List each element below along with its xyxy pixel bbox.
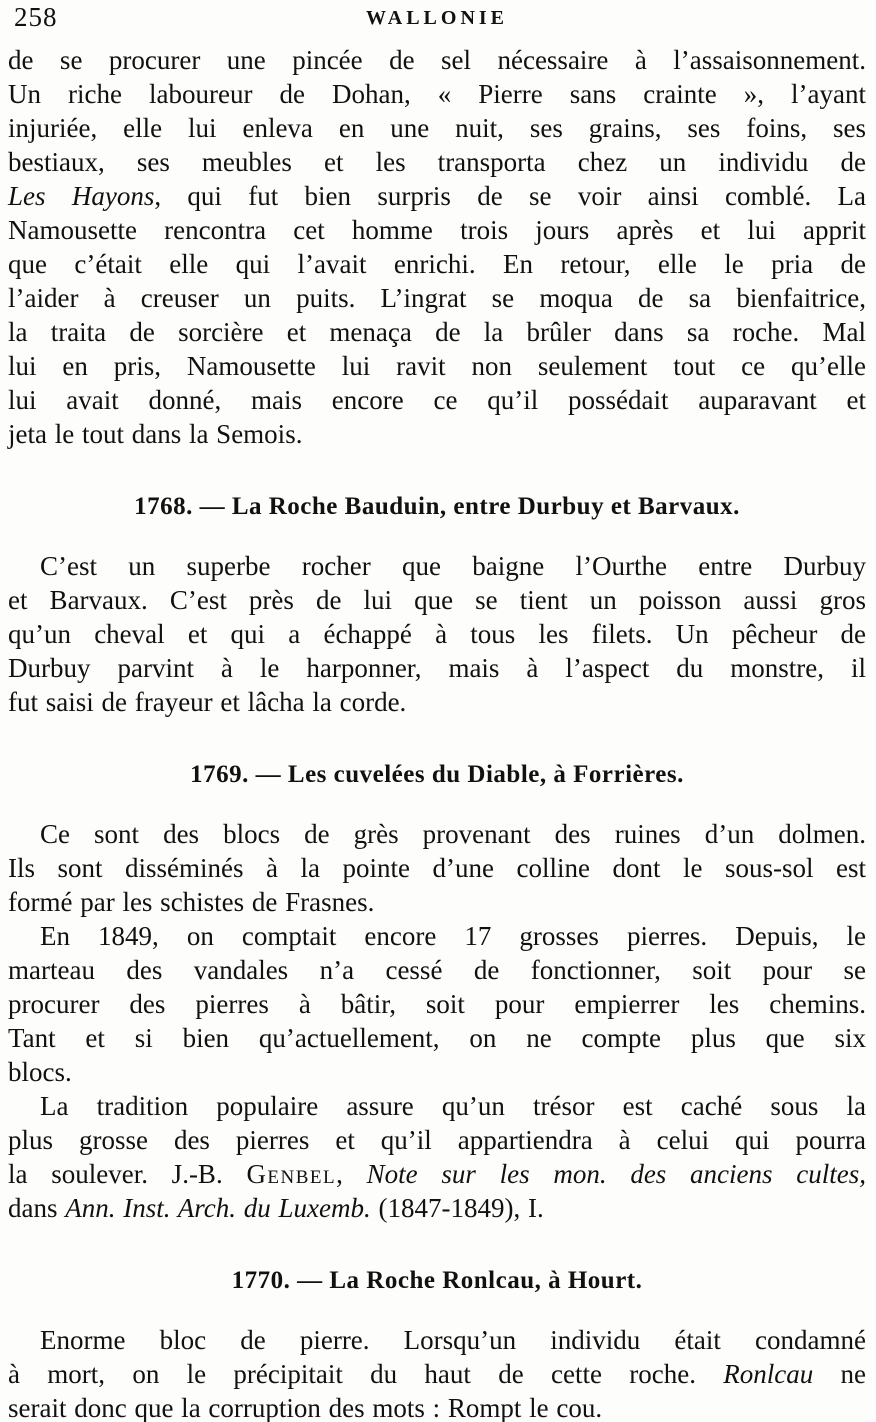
paragraph (8, 919, 866, 1089)
body-text: jeta le tout dans la Semois. (8, 419, 303, 449)
text-line (8, 851, 866, 885)
body-text: Ils sont disséminés à la pointe d’une colline dont le sous-sol est (8, 853, 866, 883)
italic-text: Les Hayons (8, 181, 155, 211)
text-line (8, 651, 866, 685)
text-line (8, 111, 866, 145)
paragraph (8, 549, 866, 719)
body-text: En 1849, on comptait encore 17 grosses pierres. Depuis, le (40, 921, 866, 951)
body-text: lui en pris, Namousette lui ravit non seulement tout ce qu’elle (8, 351, 866, 381)
text-line (8, 179, 866, 213)
body-text: et Barvaux. C’est près de lui que se tient un poisson aussi gros (8, 585, 866, 615)
text-line (8, 1391, 866, 1422)
text-line (8, 919, 866, 953)
body-text: formé par les schistes de Frasnes. (8, 887, 375, 917)
body-text: C’est un superbe rocher que baigne l’Ourthe entre Durbuy (40, 551, 866, 581)
text-line (8, 247, 866, 281)
italic-text: Ann. Inst. Arch. du Luxemb. (65, 1193, 371, 1223)
running-title: WALLONIE (365, 7, 509, 29)
text-line (8, 43, 866, 77)
body-text: Tant et si bien qu’actuellement, on ne compte plus que six (8, 1023, 866, 1053)
text-line (8, 349, 866, 383)
paragraph (8, 817, 866, 919)
text-line (8, 987, 866, 1021)
body-text: la traita de sorcière et menaça de la brûler dans sa roche. Mal (8, 317, 866, 347)
body-text: , qui fut bien surpris de se voir ainsi comblé. La (154, 181, 866, 211)
text-line (8, 1055, 866, 1089)
text-line (8, 885, 866, 919)
body-text: lui avait donné, mais encore ce qu’il possédait auparavant et (8, 385, 866, 415)
text-line (8, 281, 866, 315)
body-text: à mort, on le précipitait du haut de cette roche. (8, 1359, 724, 1389)
body-text: plus grosse des pierres et qu’il appartiendra à celui qui pourra (8, 1125, 866, 1155)
body-text: l’aider à creuser un puits. L’ingrat se moqua de sa bienfaitrice, (8, 283, 866, 313)
body-text: Un riche laboureur de Dohan, « Pierre sans crainte », l’ayant (8, 79, 866, 109)
text-line (8, 1123, 866, 1157)
paragraph (8, 1089, 866, 1225)
text-line (8, 315, 866, 349)
body-text: bestiaux, ses meubles et les transporta chez un individu de (8, 147, 866, 177)
section-heading: 1768. — La Roche Bauduin, entre Durbuy et Barvaux. (134, 493, 740, 520)
body-text: Enorme bloc de pierre. Lorsqu’un individu était condamné (40, 1325, 866, 1355)
text-line (8, 1191, 866, 1225)
page-number: 258 (14, 2, 58, 32)
text-line (8, 617, 866, 651)
body-text: La tradition populaire assure qu’un trésor est caché sous la (40, 1091, 866, 1121)
body-text: qu’un cheval et qui a échappé à tous les filets. Un pêcheur de (8, 619, 866, 649)
italic-text: Ronlcau (723, 1359, 814, 1389)
text-line (8, 583, 866, 617)
body-text: dans (8, 1193, 66, 1223)
text-line (8, 1357, 866, 1391)
body-text: Durbuy parvint à le harponner, mais à l’aspect du monstre, il (8, 653, 866, 683)
text-line (8, 685, 866, 719)
text-line (8, 549, 866, 583)
text-line (8, 817, 866, 851)
text-line (8, 213, 866, 247)
text-line (8, 145, 866, 179)
body-text: de se procurer une pincée de sel nécessaire à l’assaisonnement. (8, 45, 866, 75)
text-line (8, 1323, 866, 1357)
text-line (8, 1021, 866, 1055)
body-text: serait donc que la corruption des mots : Rompt le cou. (8, 1393, 603, 1422)
page-content (8, 43, 866, 1422)
text-line (8, 953, 866, 987)
page-header (8, 0, 866, 34)
text-line (8, 1089, 866, 1123)
body-text: que c’était elle qui l’avait enrichi. En retour, elle le pria de (8, 249, 866, 279)
body-text: procurer des pierres à bâtir, soit pour empierrer les chemins. (8, 989, 866, 1019)
text-line (8, 383, 866, 417)
smallcaps-text: Genbel (246, 1159, 337, 1189)
body-text: (1847-1849), I. (370, 1193, 544, 1223)
text-line (8, 417, 866, 451)
body-text: fut saisi de frayeur et lâcha la corde. (8, 687, 407, 717)
italic-text: Note sur les mon. des anciens cultes, (366, 1159, 866, 1189)
paragraph (8, 43, 866, 451)
body-text: blocs. (8, 1057, 72, 1087)
body-text: , (336, 1159, 367, 1189)
body-text: injuriée, elle lui enleva en une nuit, ses grains, ses foins, ses (8, 113, 866, 143)
body-text: ne (813, 1359, 867, 1389)
body-text: marteau des vandales n’a cessé de fonctionner, soit pour se (8, 955, 866, 985)
text-line (8, 77, 866, 111)
section-heading: 1769. — Les cuvelées du Diable, à Forrières. (190, 761, 684, 788)
body-text: la soulever. J.-B. (8, 1159, 247, 1189)
paragraph (8, 1323, 866, 1422)
body-text: Namousette rencontra cet homme trois jours après et lui apprit (8, 215, 866, 245)
body-text: Ce sont des blocs de grès provenant des ruines d’un dolmen. (40, 819, 866, 849)
text-line (8, 1157, 866, 1191)
section-heading: 1770. — La Roche Ronlcau, à Hourt. (231, 1267, 643, 1294)
